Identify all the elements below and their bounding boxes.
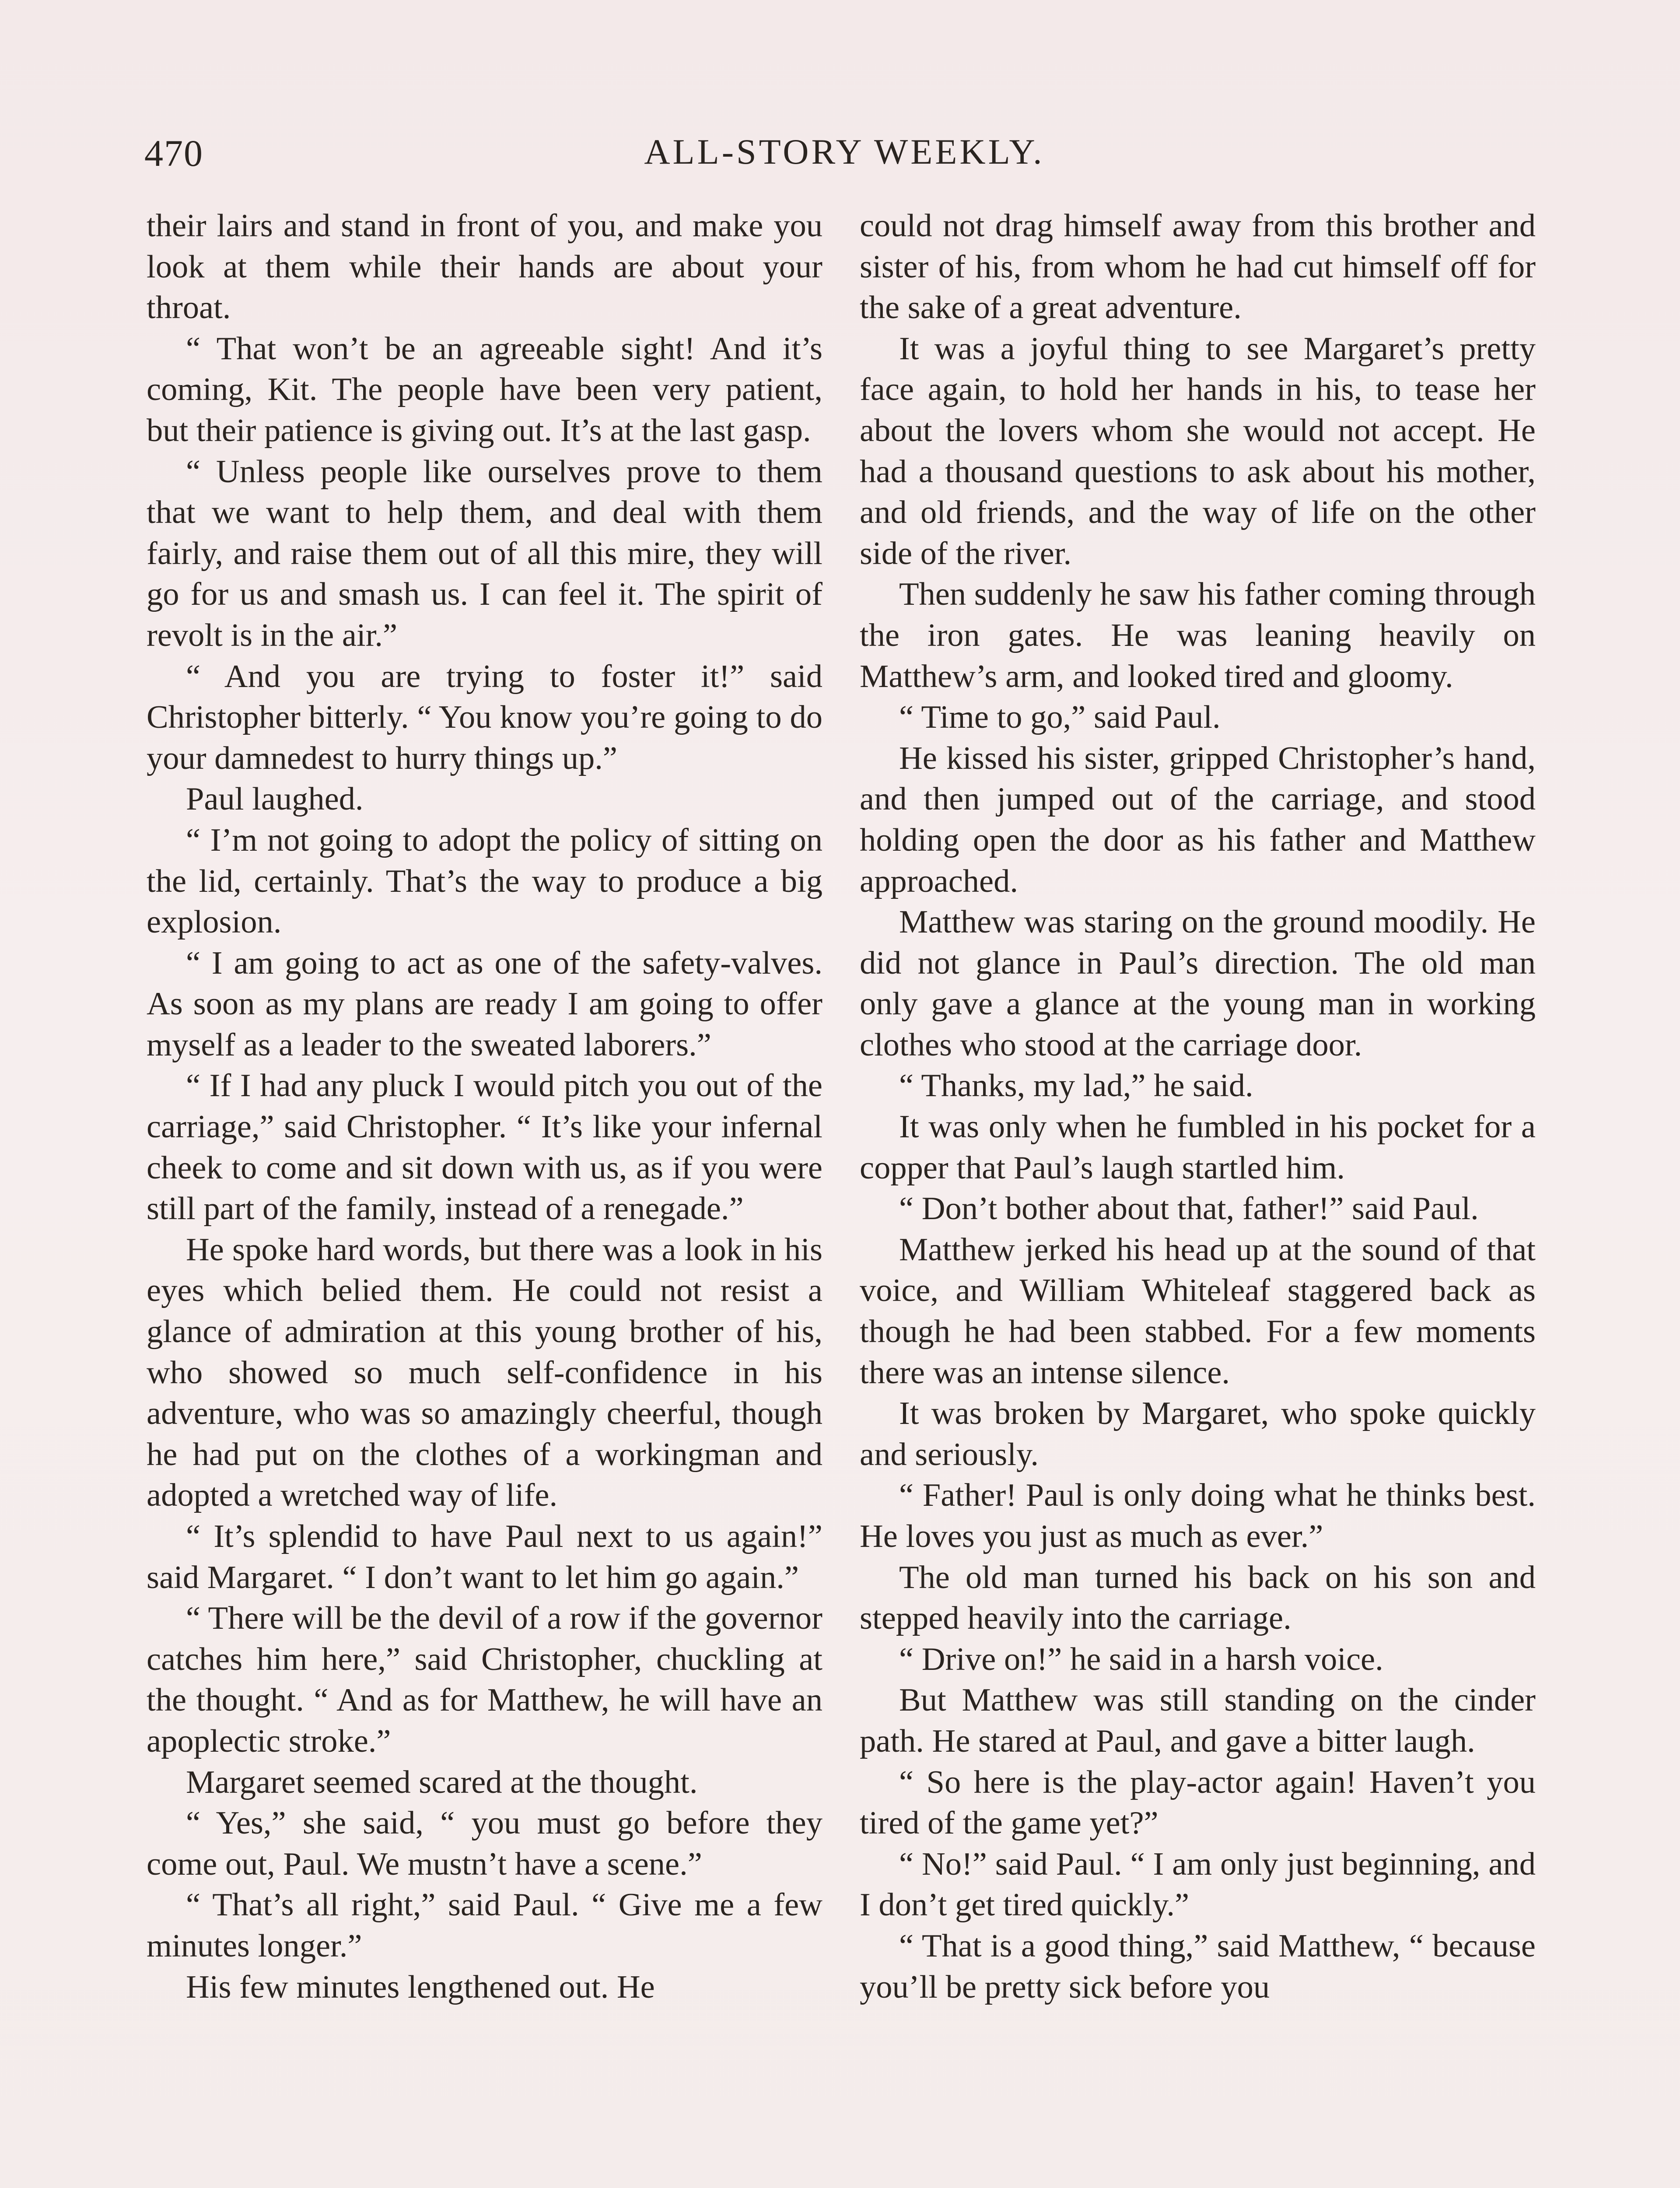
paragraph: Margaret seemed scared at the thought. bbox=[186, 1764, 698, 1800]
paragraph: Matthew jerked his head up at the sound of that voice, and William Whiteleaf staggered back as though he had been stabbed. For a few moments there was an intense silence. bbox=[860, 1231, 1536, 1391]
paragraph: Paul laughed. bbox=[186, 781, 364, 817]
paragraph: their lairs and stand in front of you, and make you look at them while their hands are about your throat. bbox=[147, 208, 822, 326]
page-number: 470 bbox=[144, 132, 203, 174]
left-text-column bbox=[147, 206, 822, 2008]
paragraph: “ Unless people like ourselves prove to them that we want to help them, and deal with them fairly, and raise them out of all this mire, they will go for us and smash us. I can feel it. The spirit of revolt is in the air.” bbox=[147, 453, 822, 653]
paragraph: “ So here is the play-actor again! Haven’t you tired of the game yet?” bbox=[860, 1764, 1536, 1841]
paragraph: “ Drive on!” he said in a harsh voice. bbox=[899, 1641, 1383, 1677]
paragraph: He spoke hard words, but there was a look in his eyes which belied them. He could not resist a glance of admiration at this young brother of his, who showed so much self-confidence in his adventure, who was so amazingly cheerful, though he had put on the clothes of a workingman and adopted a wretched way of life. bbox=[147, 1231, 822, 1514]
running-title: ALL-STORY WEEKLY. bbox=[644, 132, 1045, 172]
paragraph: “ It’s splendid to have Paul next to us again!” said Margaret. “ I don’t want to let him go again.” bbox=[147, 1518, 822, 1595]
paragraph: “ I am going to act as one of the safety-valves. As soon as my plans are ready I am going to offer myself as a leader to the sweated laborers.” bbox=[147, 945, 822, 1063]
paragraph: “ No!” said Paul. “ I am only just beginning, and I don’t get tired quickly.” bbox=[860, 1846, 1536, 1923]
paragraph: “ And you are trying to foster it!” said Christopher bitterly. “ You know you’re going to do your damnedest to hurry things up.” bbox=[147, 658, 822, 776]
paragraph: could not drag himself away from this brother and sister of his, from whom he had cut himself off for the sake of a great adventure. bbox=[860, 208, 1536, 326]
paragraph: “ Time to go,” said Paul. bbox=[899, 699, 1221, 736]
paragraph: “ Thanks, my lad,” he said. bbox=[899, 1068, 1253, 1104]
paragraph: “ If I had any pluck I would pitch you out of the carriage,” said Christopher. “ It’s like your infernal cheek to come and sit down with us, as if you were still part of the family, instead of a renegade.” bbox=[147, 1068, 822, 1227]
paragraph: Matthew was staring on the ground moodily. He did not glance in Paul’s direction. The old man only gave a glance at the young man in working clothes who stood at the carriage door. bbox=[860, 904, 1536, 1063]
paragraph: “ That’s all right,” said Paul. “ Give me a few minutes longer.” bbox=[147, 1887, 822, 1964]
paragraph: “ Yes,” she said, “ you must go before they come out, Paul. We mustn’t have a scene.” bbox=[147, 1805, 822, 1882]
paragraph: He kissed his sister, gripped Christopher’s hand, and then jumped out of the carriage, and stood holding open the door as his father and Matthew approached. bbox=[860, 740, 1536, 899]
paragraph: But Matthew was still standing on the cinder path. He stared at Paul, and gave a bitter laugh. bbox=[860, 1682, 1536, 1759]
paragraph: Then suddenly he saw his father coming through the iron gates. He was leaning heavily on Matthew’s arm, and looked tired and gloomy. bbox=[860, 576, 1536, 694]
paragraph: It was broken by Margaret, who spoke quickly and seriously. bbox=[860, 1396, 1536, 1473]
page-header bbox=[144, 131, 1544, 184]
paragraph: “ There will be the devil of a row if the governor catches him here,” said Christopher, chuckling at the thought. “ And as for Matthew, he will have an apoplectic stroke.” bbox=[147, 1600, 822, 1759]
paragraph: “ I’m not going to adopt the policy of sitting on the lid, certainly. That’s the way to produce a big explosion. bbox=[147, 822, 822, 940]
right-text-column bbox=[860, 206, 1536, 2008]
paragraph: It was a joyful thing to see Margaret’s pretty face again, to hold her hands in his, to tease her about the lovers whom she would not accept. He had a thousand questions to ask about his mother, and old friends, and the way of life on the other side of the river. bbox=[860, 330, 1536, 572]
paragraph: “ Don’t bother about that, father!” said Paul. bbox=[899, 1191, 1479, 1227]
paragraph: It was only when he fumbled in his pocket for a copper that Paul’s laugh startled him. bbox=[860, 1109, 1536, 1186]
paragraph: “ That is a good thing,” said Matthew, “ because you’ll be pretty sick before you bbox=[860, 1928, 1536, 2005]
paragraph: “ That won’t be an agreeable sight! And it’s coming, Kit. The people have been very patient, but their patience is giving out. It’s at the last gasp. bbox=[147, 330, 822, 449]
paragraph: The old man turned his back on his son and stepped heavily into the carriage. bbox=[860, 1559, 1536, 1637]
paragraph: “ Father! Paul is only doing what he thinks best. He loves you just as much as ever.” bbox=[860, 1477, 1536, 1554]
paragraph: His few minutes lengthened out. He bbox=[186, 1969, 655, 2005]
